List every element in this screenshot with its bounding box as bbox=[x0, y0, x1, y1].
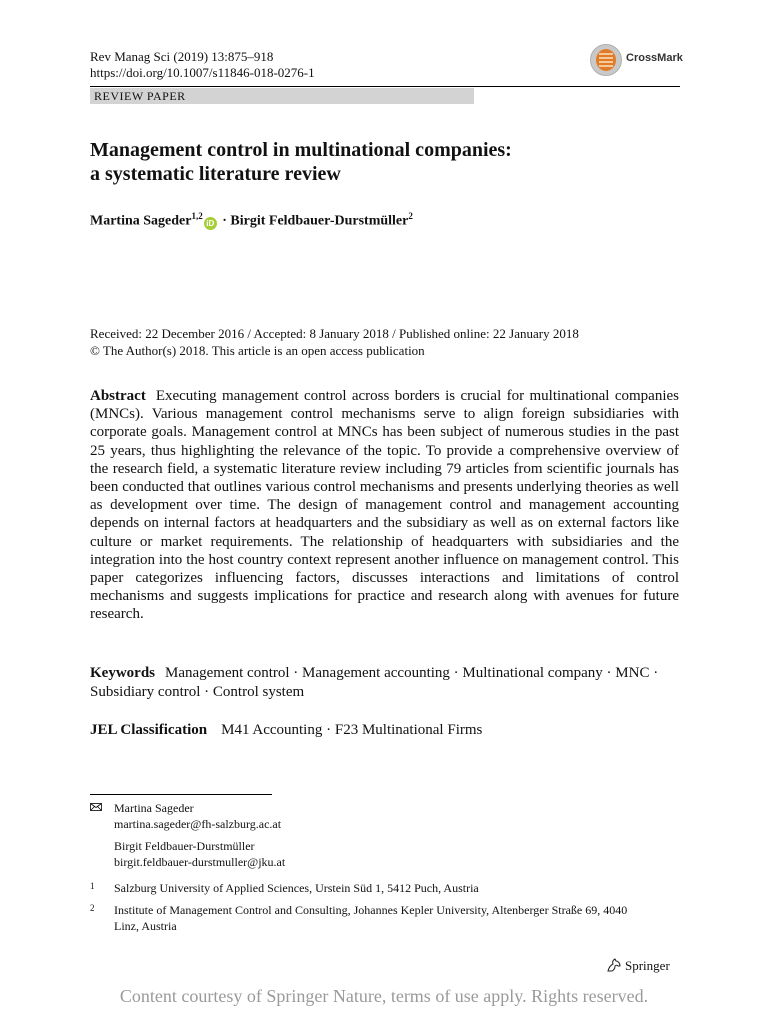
journal-reference bbox=[90, 49, 315, 81]
crossmark-badge[interactable] bbox=[590, 44, 690, 76]
article-title bbox=[90, 138, 690, 186]
affiliation-text: Salzburg University of Applied Sciences, Urstein Süd 1, 5412 Puch, Austria bbox=[114, 881, 479, 895]
author-name[interactable]: Martina Sageder bbox=[90, 213, 192, 229]
springer-horse-icon bbox=[606, 958, 622, 972]
author-affiliation-sup: 1,2 bbox=[191, 211, 203, 221]
doi-link[interactable]: https://doi.org/10.1007/s11846-018-0276-1 bbox=[90, 65, 315, 80]
orcid-icon[interactable]: iD bbox=[204, 217, 217, 230]
publisher-logo bbox=[606, 958, 670, 974]
contact-entry bbox=[114, 800, 650, 832]
envelope-icon bbox=[90, 803, 102, 811]
publication-history bbox=[90, 325, 579, 359]
title-line-2: a systematic literature review bbox=[90, 163, 341, 185]
keywords-text: Management control · Management accounting · Multinational company · MNC · Subsidiary control · Control system bbox=[90, 665, 659, 700]
courtesy-watermark: Content courtesy of Springer Nature, terms of use apply. Rights reserved. bbox=[119, 986, 649, 1006]
contact-email[interactable]: birgit.feldbauer-durstmuller@jku.at bbox=[114, 855, 286, 869]
affiliation-number: 1 bbox=[90, 881, 95, 891]
contact-email[interactable]: martina.sageder@fh-salzburg.ac.at bbox=[114, 817, 282, 831]
publisher-name: Springer bbox=[625, 958, 670, 973]
history-dates: Received: 22 December 2016 / Accepted: 8 January 2018 / Published online: 22 January 2018 bbox=[90, 326, 579, 341]
contact-entry bbox=[114, 838, 650, 870]
affiliation-entry bbox=[90, 902, 650, 934]
license-statement: © The Author(s) 2018. This article is an open access publication bbox=[90, 343, 425, 358]
jel-label: JEL Classification bbox=[90, 722, 208, 738]
affiliations bbox=[90, 880, 650, 934]
author-separator: · bbox=[222, 213, 227, 229]
author-list bbox=[90, 207, 413, 231]
article-type-label: REVIEW PAPER bbox=[94, 89, 186, 103]
abstract-label: Abstract bbox=[90, 388, 146, 404]
abstract-text: Executing management control across borders is crucial for multinational companies (MNCs). Various management control mechanisms serve to align foreign subsidiaries with corporate goals. Management control at MNCs has been subject of numerous studies in the past 25 years, thus highlighting the relevance of the topic. To provide a comprehensive overview of the research field, a systematic literature review including 79 articles from scientific journals has been conducted that outlines various control mechanisms and presents underlying theories as well as development over time. The design of management control and management accounting depends on internal factors at headquarters and the subsidiary as well as on external factors like culture or market requirements. The relationship of headquarters with subsidiaries and the integration into the host country context represent another influence on management control. This paper categorizes influencing factors, discusses interactions and limitations of control mechanisms and suggests implications for practice and research along with avenues for future research. bbox=[90, 388, 679, 623]
affiliation-number: 2 bbox=[90, 903, 95, 913]
crossmark-label: CrossMark bbox=[626, 52, 683, 64]
affiliation-text: Institute of Management Control and Consulting, Johannes Kepler University, Altenberger Straße 69, 4040 Linz, Austria bbox=[114, 903, 628, 933]
contact-name: Martina Sageder bbox=[114, 801, 194, 815]
title-line-1: Management control in multinational companies: bbox=[90, 139, 512, 161]
abstract-section bbox=[90, 387, 679, 624]
crossmark-icon bbox=[590, 44, 622, 76]
keywords-section bbox=[90, 664, 679, 702]
journal-citation: Rev Manag Sci (2019) 13:875–918 bbox=[90, 49, 274, 64]
contact-name: Birgit Feldbauer-Durstmüller bbox=[114, 839, 255, 853]
footnote-rule bbox=[90, 794, 272, 795]
correspondence bbox=[90, 800, 650, 870]
author-affiliation-sup: 2 bbox=[408, 211, 413, 221]
jel-text: M41 Accounting · F23 Multinational Firms bbox=[221, 722, 483, 738]
header-rule bbox=[90, 86, 680, 87]
jel-section bbox=[90, 721, 679, 740]
affiliation-entry bbox=[90, 880, 650, 896]
author-name[interactable]: Birgit Feldbauer-Durstmüller bbox=[230, 213, 409, 229]
keywords-label: Keywords bbox=[90, 665, 155, 681]
